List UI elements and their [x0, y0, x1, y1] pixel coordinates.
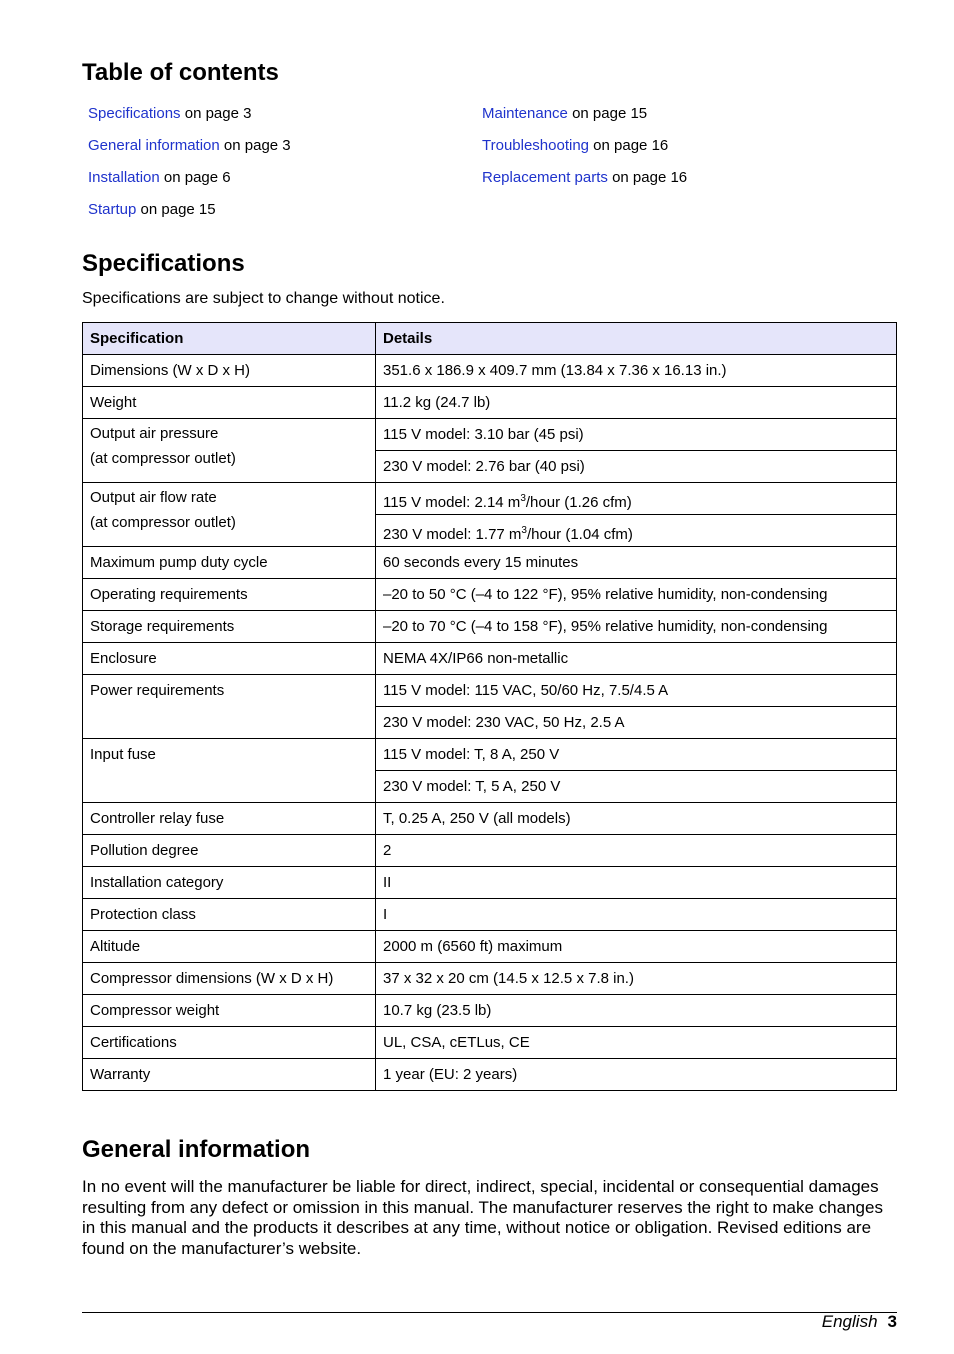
footer-divider: [82, 1312, 897, 1313]
spec-name-line: Installation category: [90, 874, 224, 891]
spec-detail-cell: 1 year (EU: 2 years): [376, 1059, 897, 1091]
spec-detail-cell: [376, 483, 897, 515]
spec-detail-cell: 230 V model: 230 VAC, 50 Hz, 2.5 A: [376, 707, 897, 739]
spec-name-cell: [83, 739, 376, 803]
footer-language: English: [821, 1312, 878, 1331]
toc-link[interactable]: Startup: [88, 201, 137, 218]
spec-detail-cell: 60 seconds every 15 minutes: [376, 547, 897, 579]
spec-name-cell: [83, 899, 376, 931]
spec-name-cell: [83, 1027, 376, 1059]
table-row: [83, 643, 897, 675]
spec-detail-cell: –20 to 50 °C (–4 to 122 °F), 95% relative humidity, non-condensing: [376, 579, 897, 611]
spec-name-cell: [83, 931, 376, 963]
page-footer: [822, 1312, 897, 1332]
spec-name-line: Controller relay fuse: [90, 810, 225, 827]
spec-detail-cell: 351.6 x 186.9 x 409.7 mm (13.84 x 7.36 x 16.13 in.): [376, 355, 897, 387]
spec-name-line: Compressor dimensions (W x D x H): [90, 970, 334, 987]
toc-page-ref: on page 15: [136, 201, 216, 218]
spec-name-line: (at compressor outlet): [90, 450, 236, 467]
spec-detail-cell: T, 0.25 A, 250 V (all models): [376, 803, 897, 835]
toc-page-ref: on page 6: [159, 169, 231, 186]
spec-detail-cell: 2000 m (6560 ft) maximum: [376, 931, 897, 963]
spec-detail-cell: –20 to 70 °C (–4 to 158 °F), 95% relative humidity, non-condensing: [376, 611, 897, 643]
detail-text: 115 V model: 2.14 m: [383, 494, 521, 511]
toc-entry: [482, 136, 687, 168]
table-row: [83, 867, 897, 899]
toc-entry: [88, 200, 291, 232]
table-row: [83, 835, 897, 867]
table-row: [83, 931, 897, 963]
spec-name-cell: [83, 963, 376, 995]
spec-detail-cell: 37 x 32 x 20 cm (14.5 x 12.5 x 7.8 in.): [376, 963, 897, 995]
spec-detail-cell: NEMA 4X/IP66 non-metallic: [376, 643, 897, 675]
spec-detail-cell: 115 V model: T, 8 A, 250 V: [376, 739, 897, 771]
spec-name-cell: [83, 355, 376, 387]
toc-entry: [482, 168, 687, 200]
spec-detail-cell: I: [376, 899, 897, 931]
table-row: [83, 355, 897, 387]
spec-detail-cell: 230 V model: 2.76 bar (40 psi): [376, 451, 897, 483]
spec-name-cell: [83, 579, 376, 611]
spec-name-cell: [83, 803, 376, 835]
general-information-paragraph: In no event will the manufacturer be liable for direct, indirect, special, incidental or consequential damages resulting from any defect or omission in this manual. The manufacturer reserves the right to make changes in this manual and the products it describes at any time, without notice or obligation. Revised editions are found on the manufacturer’s website.: [82, 1177, 883, 1258]
specifications-table: [82, 322, 897, 1091]
spec-name-line: Compressor weight: [90, 1002, 220, 1019]
spec-name-line: Warranty: [90, 1066, 151, 1083]
toc-heading: Table of contents: [82, 59, 279, 86]
toc-entry: [88, 168, 291, 200]
spec-detail-cell: [376, 515, 897, 547]
spec-detail-cell: 2: [376, 835, 897, 867]
toc-page-ref: on page 16: [589, 137, 669, 154]
toc-page-ref: on page 3: [219, 137, 291, 154]
detail-text: /hour (1.26 cfm): [525, 494, 632, 511]
table-row: [83, 963, 897, 995]
toc-column-right: [482, 104, 687, 200]
spec-detail-cell: 115 V model: 115 VAC, 50/60 Hz, 7.5/4.5 A: [376, 675, 897, 707]
toc-column-left: [88, 104, 291, 232]
spec-detail-cell: UL, CSA, cETLus, CE: [376, 1027, 897, 1059]
toc-page-ref: on page 15: [567, 105, 648, 122]
spec-name-line: Enclosure: [90, 650, 157, 667]
toc-entry: [88, 136, 291, 168]
page-number: 3: [887, 1312, 897, 1331]
detail-text: 230 V model: 1.77 m: [383, 526, 522, 543]
spec-detail-cell: 10.7 kg (23.5 lb): [376, 995, 897, 1027]
spec-name-line: Storage requirements: [90, 618, 235, 635]
spec-name-line: Power requirements: [90, 682, 225, 699]
spec-name-line: Weight: [90, 394, 137, 411]
spec-name-cell: [83, 675, 376, 739]
header-specification: Specification: [83, 323, 376, 355]
table-row: [83, 611, 897, 643]
table-row: [83, 387, 897, 419]
spec-name-cell: [83, 387, 376, 419]
spec-detail-cell: 115 V model: 3.10 bar (45 psi): [376, 419, 897, 451]
spec-name-line: Protection class: [90, 906, 196, 923]
spec-name-cell: [83, 867, 376, 899]
toc-entry: [88, 104, 291, 136]
toc-link[interactable]: Specifications: [88, 105, 181, 122]
spec-name-cell: [83, 995, 376, 1027]
spec-name-cell: [83, 483, 376, 547]
spec-name-cell: [83, 643, 376, 675]
toc-page-ref: on page 3: [180, 105, 252, 122]
table-header-row: [83, 323, 897, 355]
table-row: [83, 995, 897, 1027]
toc-entry: [482, 104, 687, 136]
specifications-intro: Specifications are subject to change without notice.: [82, 290, 445, 307]
spec-name-cell: [83, 1059, 376, 1091]
table-row: [83, 803, 897, 835]
detail-superscript: 3: [521, 525, 527, 536]
spec-name-line: Maximum pump duty cycle: [90, 554, 268, 571]
table-row: [83, 675, 897, 707]
specifications-heading: Specifications: [82, 250, 245, 277]
spec-detail-cell: II: [376, 867, 897, 899]
table-row: [83, 739, 897, 771]
table-row: [83, 1059, 897, 1091]
spec-name-line: Output air pressure: [90, 425, 219, 442]
table-row: [83, 1027, 897, 1059]
toc-link[interactable]: General information: [88, 137, 220, 154]
spec-name-line: Pollution degree: [90, 842, 199, 859]
spec-name-line: Altitude: [90, 938, 141, 955]
general-information-heading: General information: [82, 1136, 311, 1163]
table-row: [83, 547, 897, 579]
spec-name-line: Certifications: [90, 1034, 177, 1051]
spec-name-line: (at compressor outlet): [90, 514, 236, 531]
spec-name-cell: [83, 547, 376, 579]
detail-superscript: 3: [520, 493, 526, 504]
toc-page-ref: on page 16: [607, 169, 688, 186]
table-row: [83, 899, 897, 931]
header-details: Details: [376, 323, 897, 355]
detail-text: /hour (1.04 cfm): [526, 526, 633, 543]
toc-link[interactable]: Replacement parts: [482, 169, 608, 186]
spec-name-cell: [83, 419, 376, 483]
table-row: [83, 419, 897, 451]
spec-name-cell: [83, 835, 376, 867]
toc-link[interactable]: Troubleshooting: [482, 137, 590, 154]
toc-link[interactable]: Installation: [88, 169, 160, 186]
spec-detail-cell: 11.2 kg (24.7 lb): [376, 387, 897, 419]
table-row: [83, 579, 897, 611]
spec-name-line: Output air flow rate: [90, 489, 217, 506]
spec-name-line: Dimensions (W x D x H): [90, 362, 251, 379]
toc-link[interactable]: Maintenance: [482, 105, 568, 122]
spec-detail-cell: 230 V model: T, 5 A, 250 V: [376, 771, 897, 803]
spec-name-line: Operating requirements: [90, 586, 248, 603]
spec-name-line: Input fuse: [90, 746, 156, 763]
spec-name-cell: [83, 611, 376, 643]
table-row: [83, 483, 897, 515]
